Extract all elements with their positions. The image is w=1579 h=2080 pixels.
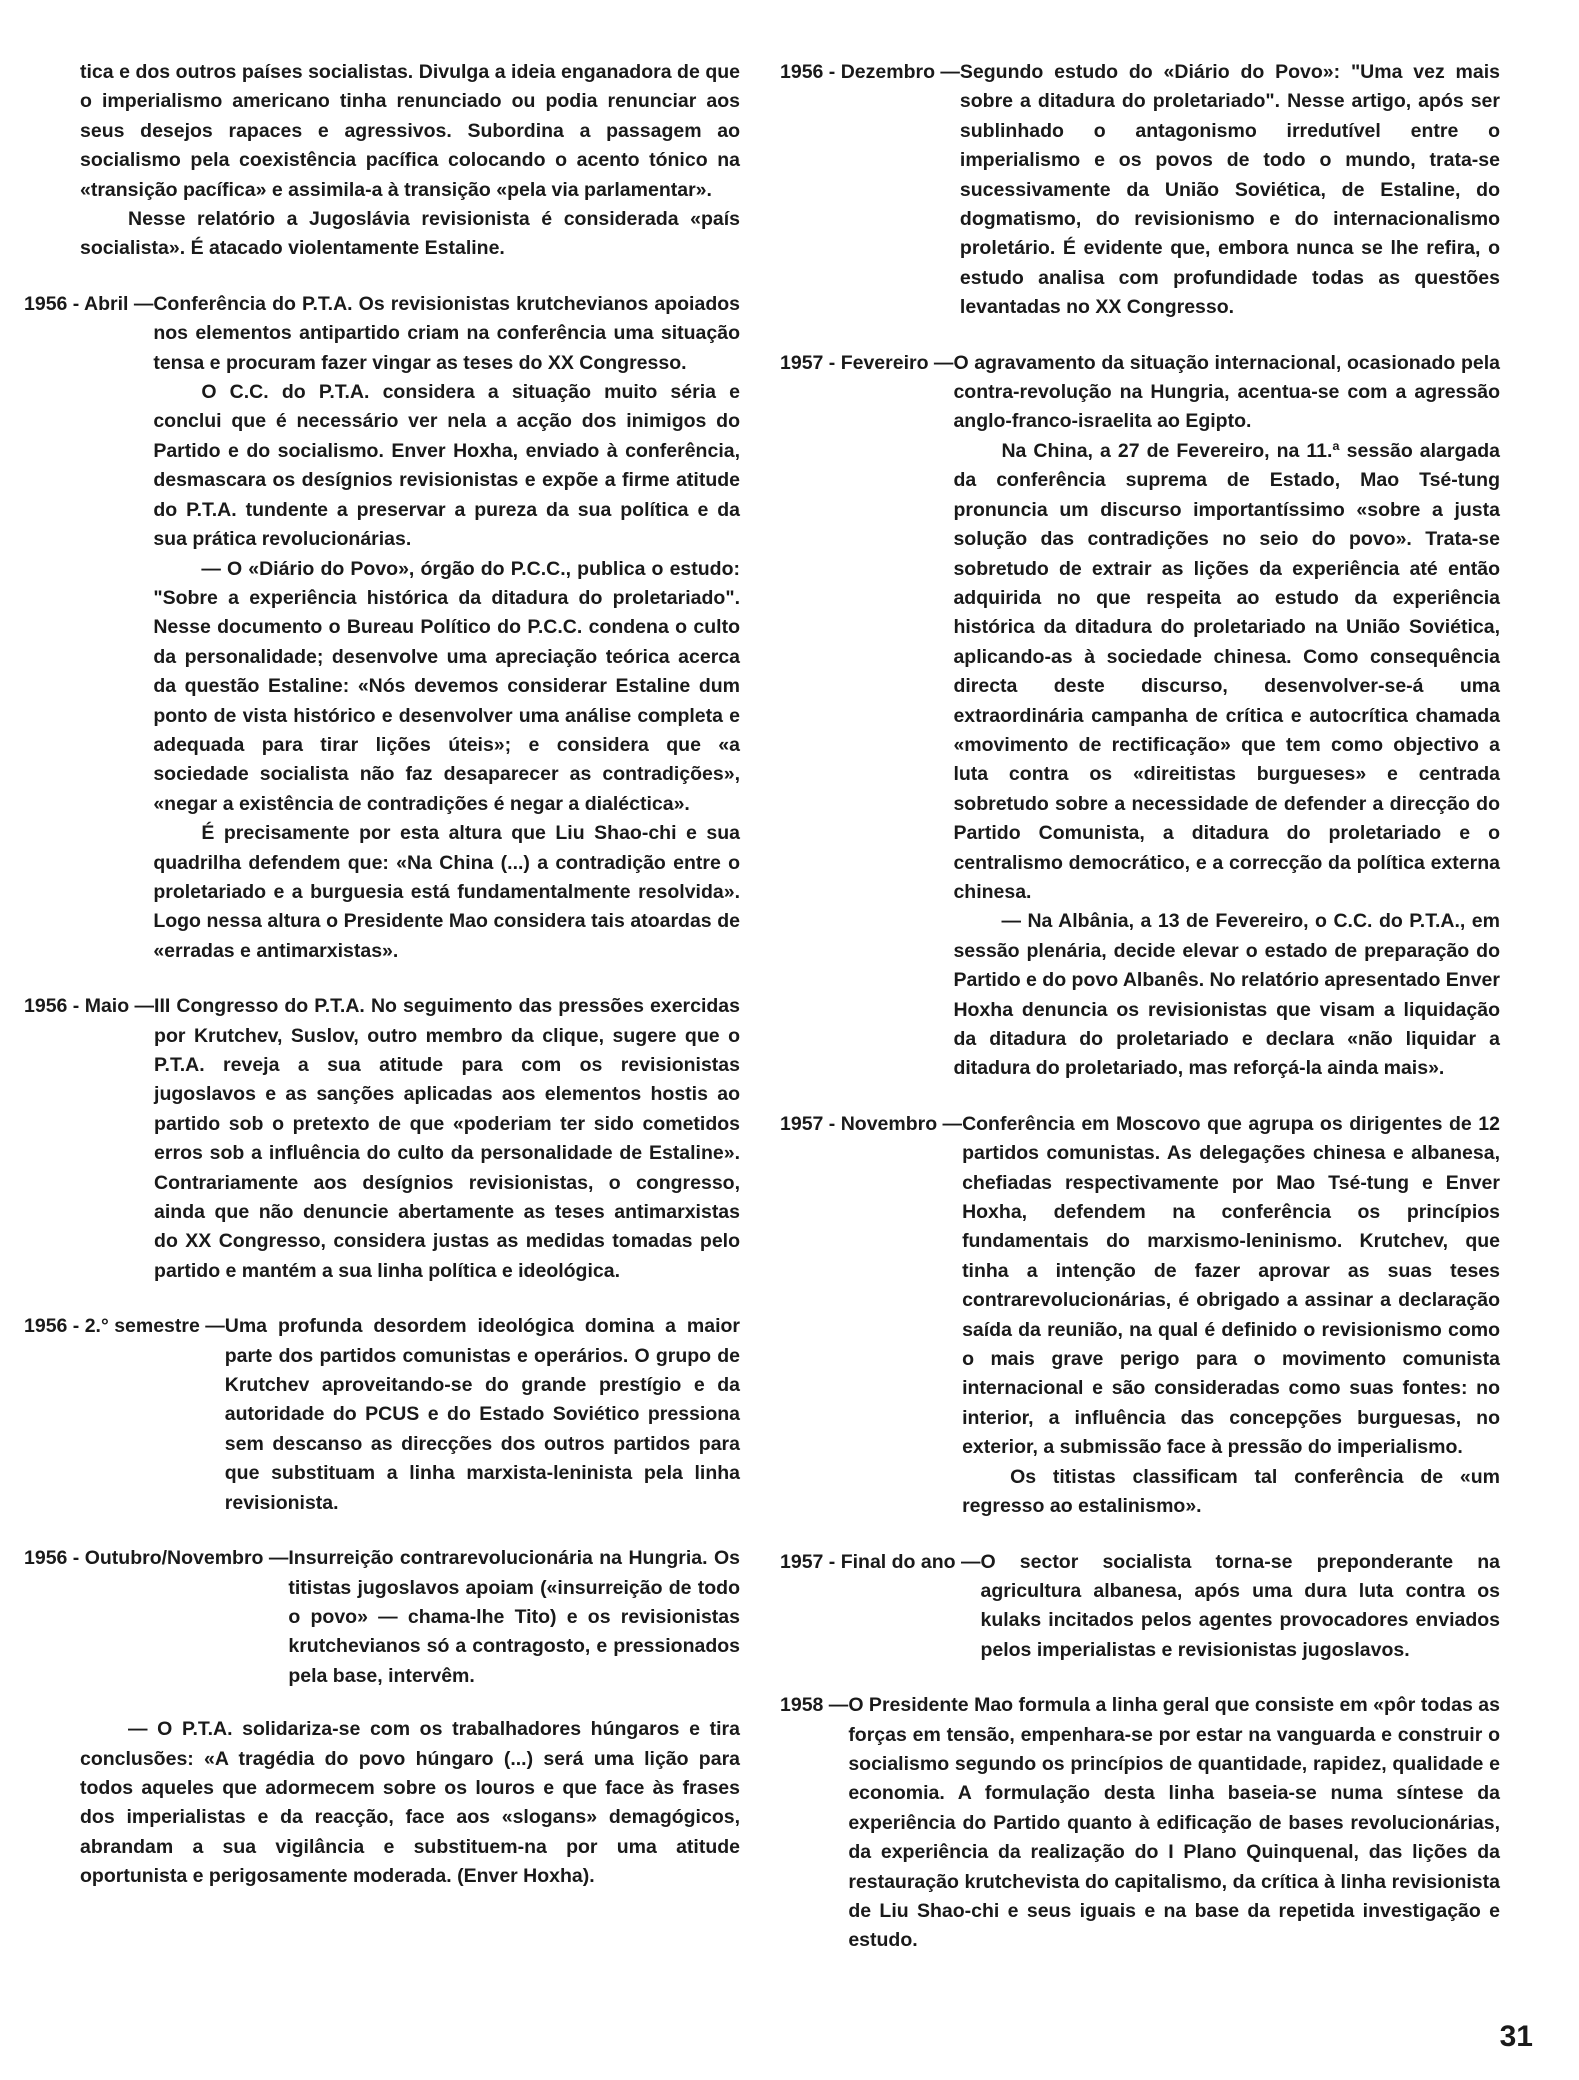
chronology-entry: [780, 1110, 1500, 1522]
entry-body: [960, 58, 1500, 323]
entry-paragraph: Na China, a 27 de Fevereiro, na 11.ª sessão alargada da conferência suprema de Estado, Mao Tsé-tung pronuncia um discurso importantíssimo «sobre a justa solução das contradições no seio do povo». Trata-se sobretudo de extrair as lições da experiência até então adquirida no que respeita ao estudo da experiência histórica da ditadura do proletariado na União Soviética, aplicando-as à sociedade chinesa. Como consequência directa deste discurso, desenvolver-se-á uma extraordinária campanha de crítica e autocrítica chamada «movimento de rectificação» que tem como objectivo a luta contra os «direitistas burgueses» e centrada sobretudo sobre a necessidade de defender a direcção do Partido Comunista, a ditadura do proletariado e o centralismo democrático, e a correcção da política externa chinesa.: [953, 439, 1500, 903]
page-number: 31: [1499, 2020, 1533, 2053]
entry-body: [153, 290, 740, 966]
entry-paragraph: Segundo estudo do «Diário do Povo»: "Uma vez mais sobre a ditadura do proletariado". Nesse artigo, após ser sublinhado o antagonismo irredutível entre o imperialismo e os povos de todo o mundo, trata-se sucessivamente da União Soviética, de Estaline, do dogmatismo, do revisionismo e do internacionalismo proletário. É evidente que, embora nunca se lhe refira, o estudo analisa com profundidade todas as questões levantadas no XX Congresso.: [959, 61, 1500, 319]
entry-paragraph: É precisamente por esta altura que Liu Shao-chi e sua quadrilha defendem que: «Na China (...) a contradição entre o proletariado e a burguesia está fundamentalmente resolvida». Logo nessa altura o Presidente Mao considera tais atoardas de «erradas e antimarxistas».: [153, 822, 740, 962]
chronology-entry: [24, 1312, 740, 1518]
entry-body: [953, 349, 1500, 1084]
entry-paragraph: — O P.T.A. solidariza-se com os trabalhadores húngaros e tira conclusões: «A tragédia do povo húngaro (...) será uma lição para todos aqueles que adormecem sobre os louros e que face às frases dos imperialistas e da reacção, face aos «slogans» demagógicos, abrandam a sua vigilância e substituem-na por uma atitude oportunista e perigosamente moderada. (Enver Hoxha).: [80, 1718, 740, 1888]
entry-paragraph: Conferência do P.T.A. Os revisionistas krutchevianos apoiados nos elementos antipartido criam na conferência uma situação tensa e procuram fazer vingar as teses do XX Congresso.: [153, 292, 740, 374]
entry-paragraph: Conferência em Moscovo que agrupa os dirigentes de 12 partidos comunistas. As delegações chinesa e albanesa, chefiadas respectivamente por Mao Tsé-tung e Enver Hoxha, defendem na conferência os princípios fundamentais do marxismo-leninismo. Krutchev, que tinha a intenção de fazer aprovar as suas teses contrarevolucionárias, é obrigado a assinar a declaração saída da reunião, na qual é definido o revisionismo como o mais grave perigo para o movimento comunista internacional e são consideradas como suas fontes: no interior, a influência das concepções burguesas, no exterior, a submissão face à pressão do imperialismo.: [962, 1112, 1500, 1459]
chronology-entry: [24, 290, 740, 966]
entry-body: [225, 1312, 740, 1518]
entry-paragraph: — O «Diário do Povo», órgão do P.C.C., publica o estudo: "Sobre a experiência histórica da ditadura do proletariado". Nesse documento o Bureau Político do P.C.C. condena o culto da personalidade; desenvolve uma apreciação teórica acerca da questão Estaline: «Nós devemos considerar Estaline dum ponto de vista histórico e desenvolver uma análise completa e adequada para tirar lições úteis»; e considera que «a sociedade socialista não faz desaparecer as contradições», «negar a existência de contradições é negar a dialéctica».: [153, 557, 740, 815]
entry-date: 1957 - Novembro —: [780, 1112, 963, 1135]
chronology-entry: [780, 58, 1500, 323]
chronology-entry: [24, 992, 740, 1286]
entry-continuation: [80, 1715, 740, 1891]
intro-continuation: [80, 58, 740, 264]
entry-body: [848, 1691, 1500, 1956]
entry-paragraph: O sector socialista torna-se preponderante na agricultura albanesa, após uma dura luta contra os kulaks incitados pelos agentes provocadores enviados pelos imperialistas e revisionistas jugoslavos.: [980, 1550, 1500, 1661]
entry-paragraph: O Presidente Mao formula a linha geral que consiste em «pôr todas as forças em tensão, empenhara-se por estar na vanguarda e construir o socialismo segundo os princípios de quantidade, rapidez, qualidade e economia. A formulação desta linha baseia-se numa síntese da experiência do Partido quanto à edificação de bases revolucionárias, da experiência da realização do I Plano Quinquenal, das lições da restauração krutchevista do capitalismo, da crítica à linha revisionista de Liu Shao-chi e seus iguais e na base da repetida investigação e estudo.: [848, 1694, 1500, 1952]
chronology-entry: [780, 1691, 1500, 1956]
entry-date: 1956 - Maio —: [24, 995, 155, 1018]
left-column: [24, 58, 740, 1918]
entry-body: [288, 1544, 740, 1691]
entry-date: 1956 - 2.° semestre —: [24, 1315, 225, 1338]
chronology-entry: [780, 1548, 1500, 1666]
intro-paragraph: tica e dos outros países socialistas. Divulga a ideia enganadora de que o imperialismo americano tinha renunciado ou podia renunciar aos seus desejos rapaces e agressivos. Subordina a passagem ao socialismo pela coexistência pacífica colocando o acento tónico na «transição pacífica» e assimila-a à transição «pela via parlamentar».: [80, 61, 740, 201]
entry-date: 1957 - Final do ano —: [780, 1550, 981, 1573]
entry-body: [154, 992, 740, 1286]
entry-date: 1958 —: [780, 1694, 849, 1717]
chronology-entry: [780, 349, 1500, 1084]
entry-date: 1956 - Abril —: [24, 292, 154, 315]
intro-paragraph: Nesse relatório a Jugoslávia revisionista é considerada «país socialista». É atacado violentamente Estaline.: [80, 208, 740, 260]
chronology-entry: [24, 1544, 740, 1691]
right-column: [780, 58, 1500, 1982]
entry-date: 1956 - Outubro/Novembro —: [24, 1547, 289, 1570]
entry-paragraph: O C.C. do P.T.A. considera a situação muito séria e conclui que é necessário ver nela a acção dos inimigos do Partido e do socialismo. Enver Hoxha, enviado à conferência, desmascara os desígnios revisionistas e expõe a firme atitude do P.T.A. tundente a preservar a pureza da sua política e da sua prática revolucionárias.: [153, 381, 740, 551]
entry-paragraph: Os titistas classificam tal conferência de «um regresso ao estalinismo».: [962, 1465, 1500, 1518]
entry-paragraph: O agravamento da situação internacional, ocasionado pela contra-revolução na Hungria, acentua-se com a agressão anglo-franco-israelita ao Egipto.: [953, 351, 1500, 433]
entry-date: 1956 - Dezembro —: [780, 61, 960, 83]
entry-paragraph: Uma profunda desordem ideológica domina a maior parte dos partidos comunistas e operários. O grupo de Krutchev aproveitando-se do grande prestígio e da autoridade do PCUS e do Estado Soviético pressiona sem descanso as direcções dos outros partidos para que substituam a linha marxista-leninista pela linha revisionista.: [224, 1315, 740, 1514]
entry-date: 1957 - Fevereiro —: [780, 351, 954, 374]
entry-paragraph: — Na Albânia, a 13 de Fevereiro, o C.C. do P.T.A., em sessão plenária, decide elevar o estado de preparação do Partido e do povo Albanês. No relatório apresentado Enver Hoxha denuncia os revisionistas que visam a liquidação da ditadura do proletariado e declara «não liquidar a ditadura do proletariado, mas reforçá-la ainda mais».: [953, 910, 1500, 1080]
entry-body: [962, 1110, 1500, 1522]
entry-paragraph: Insurreição contrarevolucionária na Hungria. Os titistas jugoslavos apoiam («insurreição de todo o povo» — chama-lhe Tito) e os revisionistas krutchevianos só a contragosto, e pressionados pela base, intervêm.: [288, 1547, 740, 1687]
entry-body: [980, 1548, 1500, 1666]
entry-paragraph: III Congresso do P.T.A. No seguimento das pressões exercidas por Krutchev, Suslov, outro membro da clique, sugere que o P.T.A. reveja a sua atitude para com os revisionistas jugoslavos e as sanções aplicadas aos elementos hostis ao partido sob o pretexto de que «poderiam ter sido cometidos erros sob a influência do culto da personalidade de Estaline». Contrariamente aos desígnios revisionistas, o congresso, ainda que não denuncie abertamente as teses antimarxistas do XX Congresso, considera justas as medidas tomadas pelo partido e mantém a sua linha política e ideológica.: [154, 995, 740, 1282]
